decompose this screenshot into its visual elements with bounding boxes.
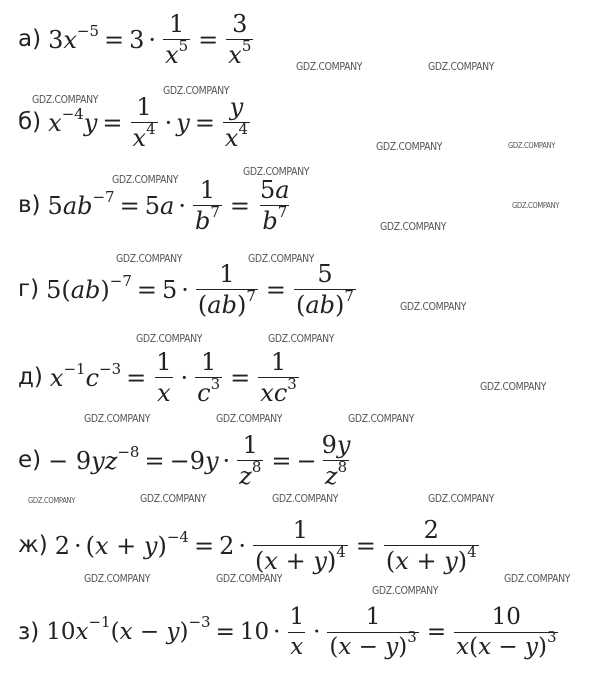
item-label-v: в) [18,192,41,218]
fraction: $\frac{1}{b^7}$ [194,176,220,235]
watermark-text: GDZ.COMPANY [116,252,183,265]
watermark-text: GDZ.COMPANY [216,572,283,585]
fraction: $\frac{9y}{z^8}$ [321,431,351,490]
item-label-b: б) [18,109,42,135]
expression-v: в) $5ab^{-7}$ = 5a · $\frac{1}{b^7}$ = $\frac{5a}{b^7}$ [18,176,290,235]
watermark-text: GDZ.COMPANY [512,201,560,210]
expr-a-term: $3x^{-5}$ [48,21,100,54]
watermark-text: GDZ.COMPANY [272,492,339,505]
item-label-zh: ж) [18,532,48,558]
expression-a: а) $3x^{-5}$ = 3 · $\frac{1}{x^5}$ = $\frac{3}{x^5}$ [18,10,252,69]
watermark-text: GDZ.COMPANY [216,412,283,425]
watermark-text: GDZ.COMPANY [84,572,151,585]
expression-b: б) $x^{-4}y$ = $\frac{1}{x^4}$ · y = $\frac{y}{x^4}$ [18,93,249,152]
fraction: $\frac{1}{x^4}$ [132,93,156,152]
fraction: $\frac{5}{(ab)^7}$ [295,260,354,319]
fraction: $\frac{1}{c^3}$ [197,348,221,407]
watermark-text: GDZ.COMPANY [32,93,99,106]
watermark-text: GDZ.COMPANY [428,60,495,73]
item-label-d: д) [18,364,43,390]
watermark-text: GDZ.COMPANY [163,84,230,97]
watermark-text: GDZ.COMPANY [428,492,495,505]
fraction: $\frac{10}{x(x - y)^3}$ [456,604,557,660]
fraction: $\frac{1}{z^8}$ [239,431,262,490]
watermark-text: GDZ.COMPANY [376,140,443,153]
watermark-text: GDZ.COMPANY [112,173,179,186]
fraction: $\frac{5a}{b^7}$ [259,176,290,235]
fraction: $\frac{3}{x^5}$ [228,10,252,69]
fraction: $\frac{1}{(x - y)^3}$ [329,604,417,660]
watermark-text: GDZ.COMPANY [140,492,207,505]
fraction: $\frac{y}{x^4}$ [224,93,249,152]
expression-g: г) 5(ab)$^{-7}$ = 5 · $\frac{1}{(ab)^7}$ = $\frac{5}{(ab)^7}$ [18,260,354,319]
watermark-text: GDZ.COMPANY [136,332,203,345]
watermark-text: GDZ.COMPANY [84,412,151,425]
item-label-z: з) [18,619,40,645]
watermark-text: GDZ.COMPANY [248,252,315,265]
expression-z: з) $10x^{-1}(x - y)^{-3}$ = 10 · $\frac{1}{x}$ · $\frac{1}{(x - y)^3}$ = $\frac{10}{x(x - y)^3}$ [18,604,557,660]
fraction: $\frac{1}{x}$ [289,604,305,660]
watermark-text: GDZ.COMPANY [348,412,415,425]
fraction: $\frac{1}{x}$ [156,348,172,407]
watermark-text: GDZ.COMPANY [268,332,335,345]
watermark-text: GDZ.COMPANY [400,300,467,313]
fraction: $\frac{1}{xc^3}$ [260,348,297,407]
item-label-g: г) [18,276,40,302]
fraction: $\frac{1}{(x + y)^4}$ [255,516,346,575]
watermark-text: GDZ.COMPANY [508,141,556,150]
watermark-text: GDZ.COMPANY [480,380,547,393]
fraction: $\frac{1}{x^5}$ [165,10,189,69]
item-label-e: е) [18,447,42,473]
expression-zh: ж) 2 · $(x + y)^{-4}$ = 2 · $\frac{1}{(x + y)^4}$ = $\frac{2}{(x + y)^4}$ [18,516,477,575]
watermark-text: GDZ.COMPANY [243,165,310,178]
fraction: $\frac{1}{(ab)^7}$ [197,260,256,319]
watermark-text: GDZ.COMPANY [380,220,447,233]
watermark-text: GDZ.COMPANY [504,572,571,585]
item-label-a: а) [18,26,42,52]
watermark-text: GDZ.COMPANY [372,584,439,597]
fraction: $\frac{2}{(x + y)^4}$ [385,516,477,575]
watermark-text: GDZ.COMPANY [296,60,363,73]
expression-e: е) − $9yz^{-8}$ = −9y · $\frac{1}{z^8}$ = − $\frac{9y}{z^8}$ [18,431,351,490]
expression-d: д) $x^{-1}c^{-3}$ = $\frac{1}{x}$ · $\frac{1}{c^3}$ = $\frac{1}{xc^3}$ [18,348,297,407]
watermark-text: GDZ.COMPANY [28,496,76,505]
